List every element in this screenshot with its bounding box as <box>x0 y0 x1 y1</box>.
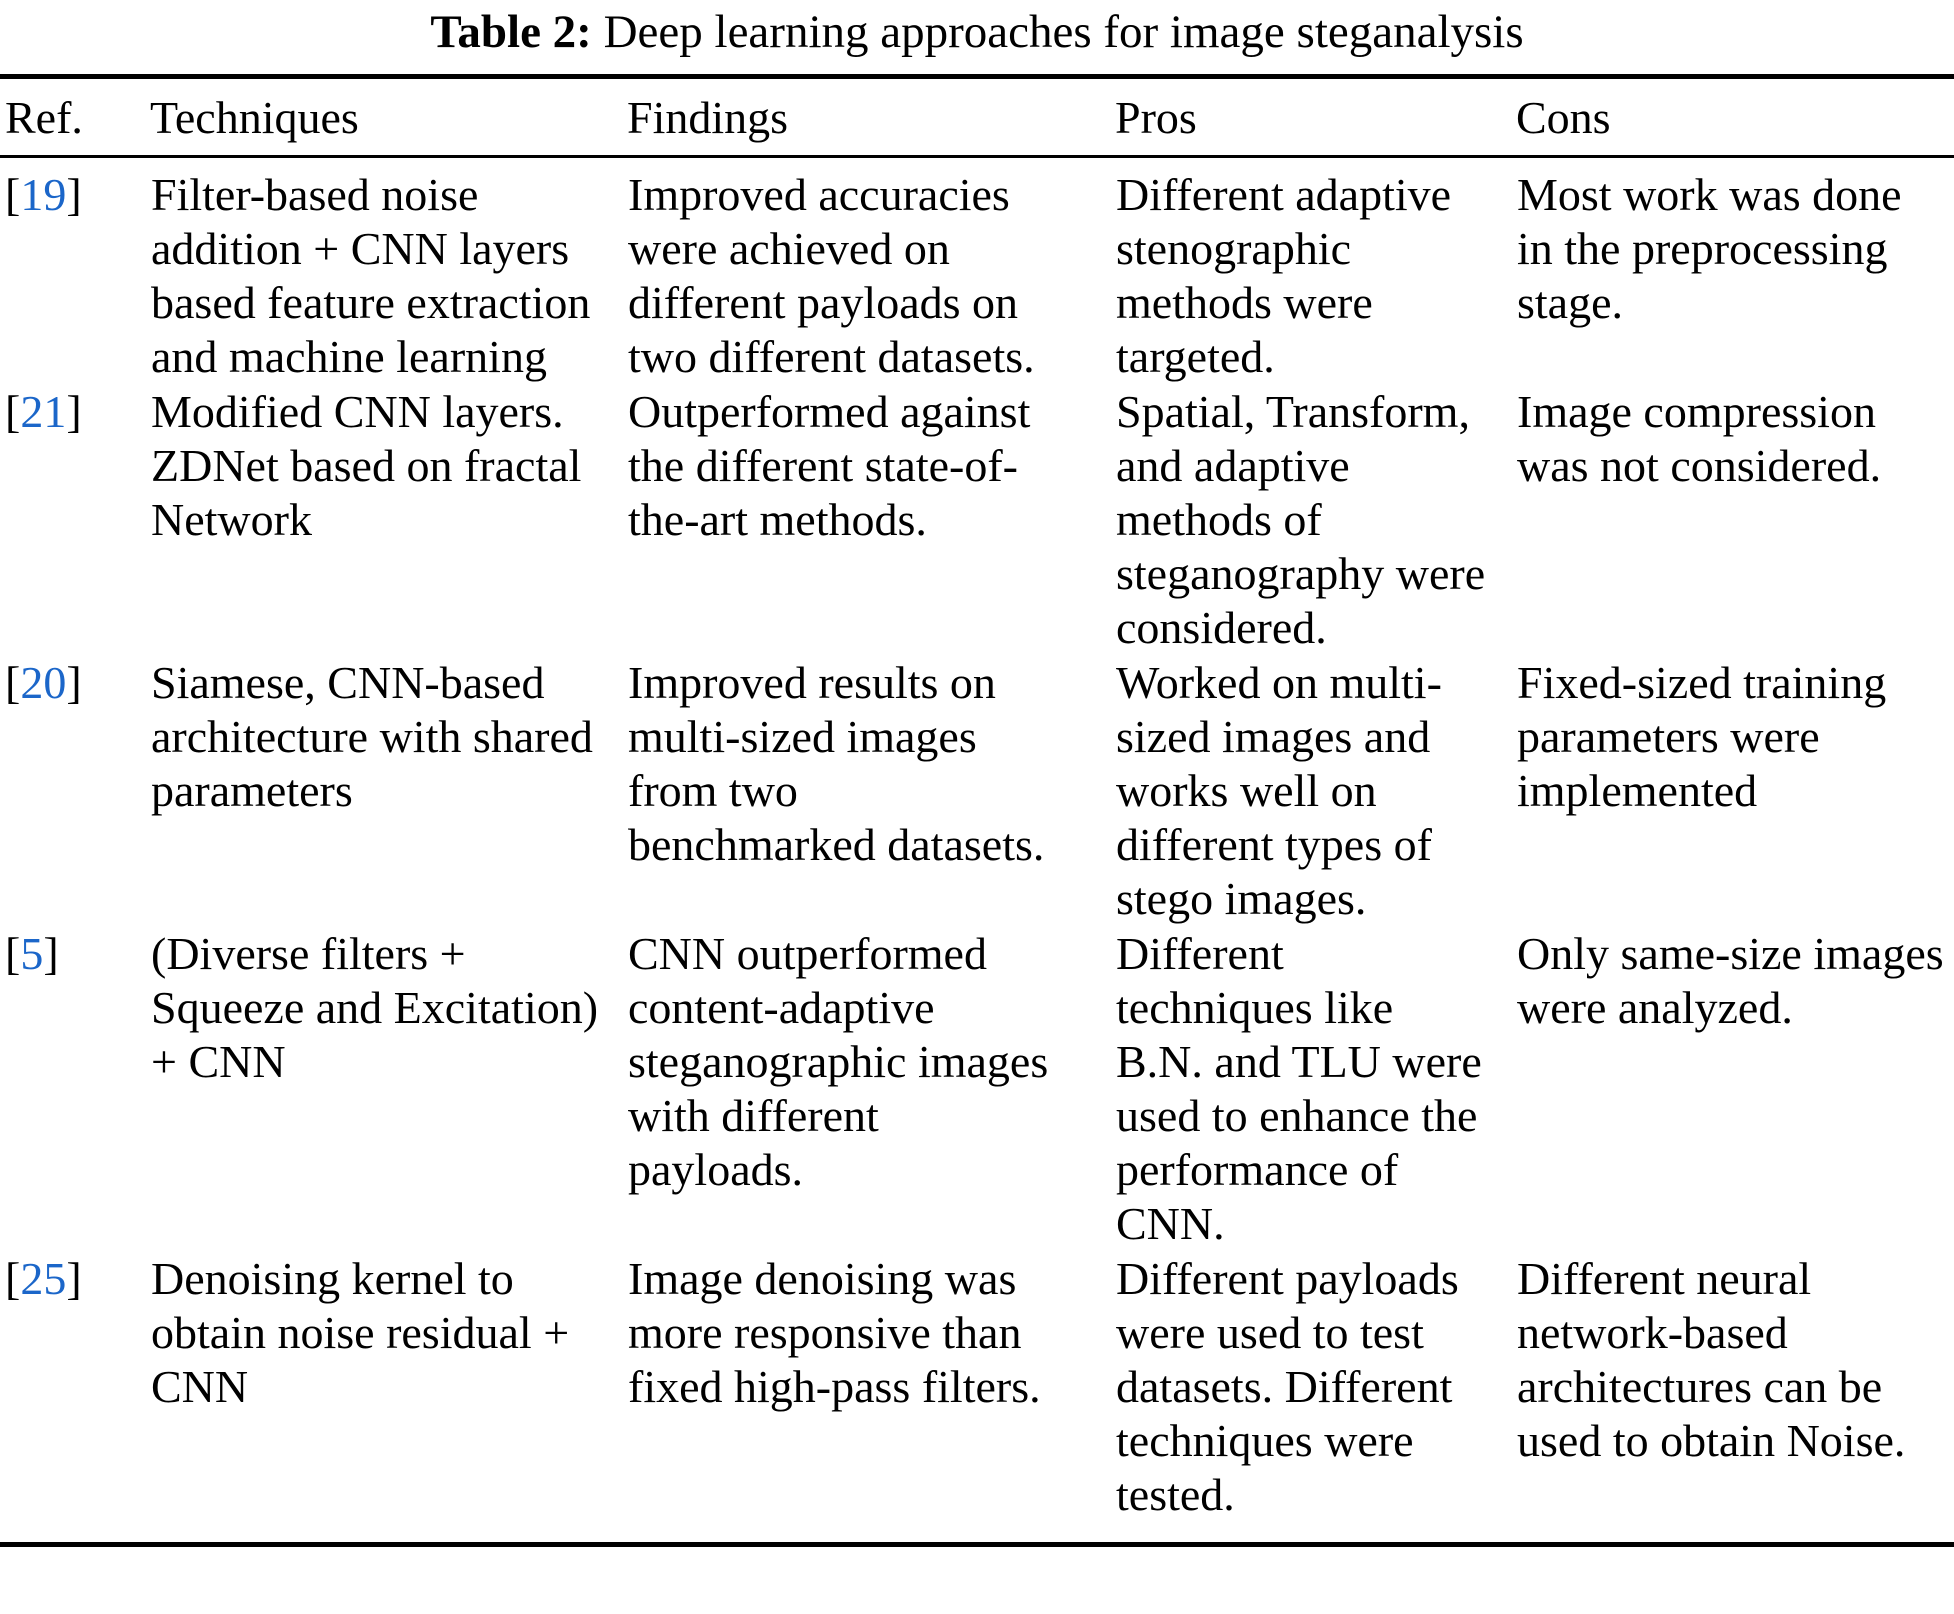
cons-cell: Image compression was not considered. <box>1517 386 1882 491</box>
citation-link[interactable]: 5 <box>20 928 44 979</box>
citation-link[interactable]: 20 <box>20 657 67 708</box>
techniques-cell: Denoising kernel to obtain noise residual + CNN <box>151 1253 570 1412</box>
findings-cell: Outperformed against the different state-of-the-art methods. <box>628 386 1031 545</box>
cons-cell: Most work was done in the preprocessing stage. <box>1517 169 1902 328</box>
ref-cell <box>0 1252 150 1545</box>
techniques-cell: Filter-based noise addition + CNN layers based feature extraction and machine learning <box>151 169 591 382</box>
table-caption <box>0 6 1954 58</box>
column-header-findings: Findings <box>627 77 1115 157</box>
pros-cell: Worked on multi-sized images and works well on different types of stego images. <box>1116 657 1442 924</box>
findings-cell: Improved accuracies were achieved on different payloads on two different datasets. <box>628 169 1035 382</box>
cons-cell: Fixed-sized training parameters were implemented <box>1517 657 1887 816</box>
citation-bracket-close: ] <box>66 386 82 437</box>
table-row <box>0 1252 1954 1545</box>
citation-bracket-close: ] <box>66 169 82 220</box>
cons-cell: Only same-size images were analyzed. <box>1517 928 1944 1033</box>
column-header-cons: Cons <box>1516 77 1954 157</box>
citation-link[interactable]: 19 <box>20 169 67 220</box>
techniques-cell: Modified CNN layers. ZDNet based on fractal Network <box>151 386 582 545</box>
ref-cell <box>0 157 150 386</box>
citation-bracket-open: [ <box>5 169 21 220</box>
table-row <box>0 656 1954 927</box>
column-header-ref: Ref. <box>0 77 150 157</box>
pros-cell: Spatial, Transform, and adaptive methods of steganography were considered. <box>1116 386 1486 653</box>
pros-cell: Different adaptive stenographic methods were targeted. <box>1116 169 1452 382</box>
table-caption-text: Deep learning approaches for image steganalysis <box>591 6 1524 58</box>
citation-bracket-open: [ <box>5 928 21 979</box>
table-row <box>0 385 1954 656</box>
citation-bracket-close: ] <box>43 928 59 979</box>
column-header-techniques: Techniques <box>150 77 627 157</box>
table-row <box>0 927 1954 1252</box>
findings-cell: Improved results on multi-sized images from two benchmarked datasets. <box>628 657 1045 870</box>
citation-link[interactable]: 25 <box>20 1253 67 1304</box>
techniques-cell: (Diverse filters + Squeeze and Excitation) + CNN <box>151 928 599 1087</box>
ref-cell <box>0 385 150 656</box>
citation-bracket-open: [ <box>5 386 21 437</box>
citation-bracket-close: ] <box>66 657 82 708</box>
literature-review-table <box>0 74 1954 1547</box>
findings-cell: CNN outperformed content-adaptive steganographic images with different payloads. <box>628 928 1049 1195</box>
paper-page <box>0 6 1954 1547</box>
table-caption-label: Table 2: <box>430 6 592 58</box>
column-header-pros: Pros <box>1115 77 1516 157</box>
cons-cell: Different neural network-based architectures can be used to obtain Noise. <box>1517 1253 1906 1466</box>
pros-cell: Different techniques like B.N. and TLU were used to enhance the performance of CNN. <box>1116 928 1482 1249</box>
citation-bracket-open: [ <box>5 657 21 708</box>
table-row <box>0 157 1954 386</box>
citation-bracket-open: [ <box>5 1253 21 1304</box>
findings-cell: Image denoising was more responsive than fixed high-pass filters. <box>628 1253 1041 1412</box>
table-header-row <box>0 77 1954 157</box>
citation-link[interactable]: 21 <box>20 386 67 437</box>
ref-cell <box>0 927 150 1252</box>
techniques-cell: Siamese, CNN-based architecture with shared parameters <box>151 657 593 816</box>
citation-bracket-close: ] <box>66 1253 82 1304</box>
ref-cell <box>0 656 150 927</box>
pros-cell: Different payloads were used to test datasets. Different techniques were tested. <box>1116 1253 1459 1520</box>
